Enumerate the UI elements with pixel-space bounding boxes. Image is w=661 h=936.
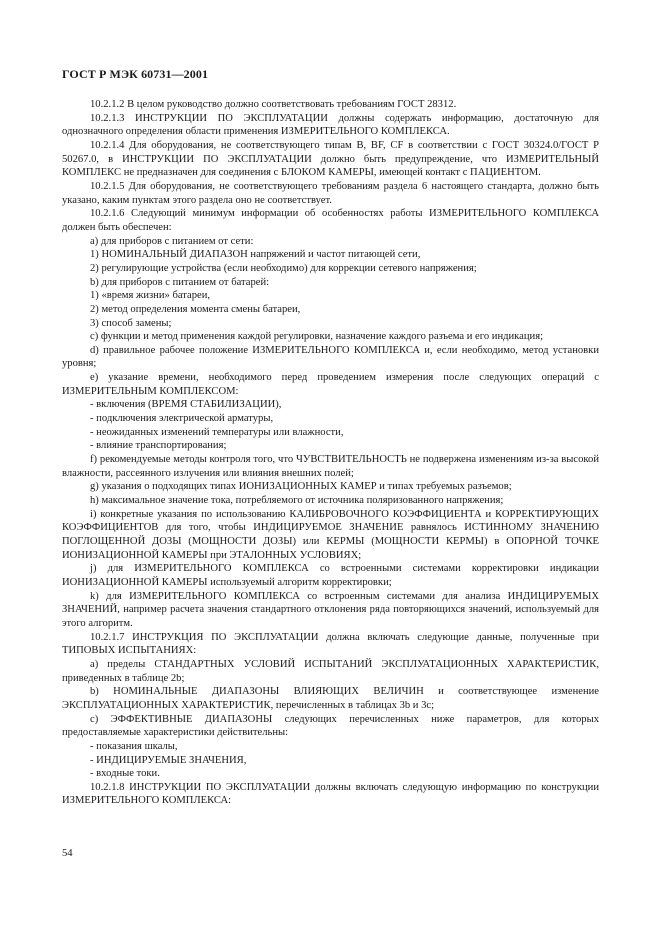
paragraph: b) НОМИНАЛЬНЫЕ ДИАПАЗОНЫ ВЛИЯЮЩИХ ВЕЛИЧИН и соответствующее изменение ЭКСПЛУАТАЦИОННЫХ ХАРАКТЕРИСТИК, перечисленных в таблицах 3b и 3c; xyxy=(62,686,599,711)
list-item: 1) «время жизни» батареи, xyxy=(90,290,211,302)
paragraph: j) для ИЗМЕРИТЕЛЬНОГО КОМПЛЕКСА со встроенными системами корректировки индикации ИОНИЗАЦИОННОЙ КАМЕРЫ используемый алгоритм корректировки; xyxy=(62,563,599,588)
paragraph: 10.2.1.8 ИНСТРУКЦИИ ПО ЭКСПЛУАТАЦИИ должны включать следующую информацию по конструкции ИЗМЕРИТЕЛЬНОГО КОМПЛЕКСА: xyxy=(62,781,599,807)
paragraph: 10.2.1.4 Для оборудования, не соответствующего типам В, BF, CF в соответствии с ГОСТ 30324.0/ГОСТ Р 50267.0, в ИНСТРУКЦИИ ПО ЭКСПЛУАТАЦИИ должно быть предупреждение, что ИЗМЕРИТЕЛЬНЫЙ КОМПЛЕКС не предназначен для соединения с БЛОКОМ КАМЕРЫ, имеющей контакт с ПАЦИЕНТОМ. xyxy=(62,139,599,179)
list-item: 1) НОМИНАЛЬНЫЙ ДИАПАЗОН напряжений и частот питающей сети, xyxy=(90,249,421,261)
paragraph: е) указание времени, необходимого перед проведением измерения после следующих операций с ИЗМЕРИТЕЛЬНЫМ КОМПЛЕКСОМ: xyxy=(62,372,599,397)
list-item: 3) способ замены; xyxy=(90,317,172,329)
paragraph: 10.2.1.7 ИНСТРУКЦИЯ ПО ЭКСПЛУАТАЦИИ должна включать следующие данные, полученные при ТИПОВЫХ ИСПЫТАНИЯХ: xyxy=(62,631,599,657)
paragraph: k) для ИЗМЕРИТЕЛЬНОГО КОМПЛЕКСА со встроенным системами для анализа ИНДИЦИРУЕМЫХ ЗНАЧЕНИЙ, например расчета значения стандартного отклонения ряда повторяющихся значений, используемый для этого алгоритм. xyxy=(62,590,599,629)
list-item: - подключения электрической арматуры, xyxy=(90,413,274,425)
list-item: b) для приборов с питанием от батарей: xyxy=(90,276,270,288)
page-number: 54 xyxy=(62,848,73,859)
list-item: а) для приборов с питанием от сети: xyxy=(90,235,254,247)
list-item: - неожиданных изменений температуры или влажности, xyxy=(90,426,344,438)
paragraph: 10.2.1.2 В целом руководство должно соответствовать требованиям ГОСТ 28312. xyxy=(90,99,457,110)
paragraph: d) правильное рабочее положение ИЗМЕРИТЕЛЬНОГО КОМПЛЕКСА и, если необходимо, метод установки уровня; xyxy=(62,344,599,370)
document-body xyxy=(62,98,599,808)
list-item: - включения (ВРЕМЯ СТАБИЛИЗАЦИИ), xyxy=(90,399,282,411)
paragraph: с) ЭФФЕКТИВНЫЕ ДИАПАЗОНЫ следующих перечисленных ниже параметров, для которых предоставляемые характеристики действительны: xyxy=(62,713,599,739)
list-item: h) максимальное значение тока, потребляемого от источника поляризованного напряжения; xyxy=(90,495,504,507)
list-item: 2) регулирующие устройства (если необходимо) для коррекции сетевого напряжения; xyxy=(90,262,477,274)
list-item: - ИНДИЦИРУЕМЫЕ ЗНАЧЕНИЯ, xyxy=(90,754,247,766)
paragraph: i) конкретные указания по использованию КАЛИБРОВОЧНОГО КОЭФФИЦИЕНТА и КОРРЕКТИРУЮЩИХ КОЭФФИЦИЕНТОВ для того, чтобы ИНДИЦИРУЕМОЕ ЗНАЧЕНИЕ равнялось ИСТИННОМУ ЗНАЧЕНИЮ ПОГЛОЩЕННОЙ ДОЗЫ (МОЩНОСТИ ДОЗЫ) или КЕРМЫ (МОЩНОСТИ КЕРМЫ) в ОПОРНОЙ ТОЧКЕ ИОНИЗАЦИОННОЙ КАМЕРЫ при ЭТАЛОННЫХ УСЛОВИЯХ; xyxy=(62,508,599,561)
list-item: - влияние транспортирования; xyxy=(90,440,227,452)
paragraph: с) функции и метод применения каждой регулировки, назначение каждого разъема и его индикация; xyxy=(90,331,544,343)
list-item: g) указания о подходящих типах ИОНИЗАЦИОННЫХ КАМЕР и типах требуемых разъемов; xyxy=(90,481,512,493)
paragraph: 10.2.1.3 ИНСТРУКЦИИ ПО ЭКСПЛУАТАЦИИ должны содержать информацию, достаточную для однозначного определения области применения ИЗМЕРИТЕЛЬНОГО КОМПЛЕКСА. xyxy=(62,112,599,138)
list-item: 2) метод определения момента смены батареи, xyxy=(90,303,301,315)
document-header: ГОСТ Р МЭК 60731—2001 xyxy=(62,67,209,81)
paragraph: 10.2.1.5 Для оборудования, не соответствующего требованиям раздела 6 настоящего стандарта, должно быть указано, каким пунктам этого раздела оно не соответствует. xyxy=(62,180,599,206)
list-item: - входные токи. xyxy=(90,768,160,780)
paragraph: 10.2.1.6 Следующий минимум информации об особенностях работы ИЗМЕРИТЕЛЬНОГО КОМПЛЕКСА должен быть обеспечен: xyxy=(62,208,599,233)
paragraph: f) рекомендуемые методы контроля того, что ЧУВСТВИТЕЛЬНОСТЬ не подвержена изменениям из-за высокой влажности, рассеянного излучения или влияния внешних полей; xyxy=(62,454,599,479)
list-item: - показания шкалы, xyxy=(90,740,178,752)
paragraph: а) пределы СТАНДАРТНЫХ УСЛОВИЙ ИСПЫТАНИЙ ЭКСПЛУАТАЦИОННЫХ ХАРАКТЕРИСТИК, приведенных в таблице 2b; xyxy=(62,658,599,684)
